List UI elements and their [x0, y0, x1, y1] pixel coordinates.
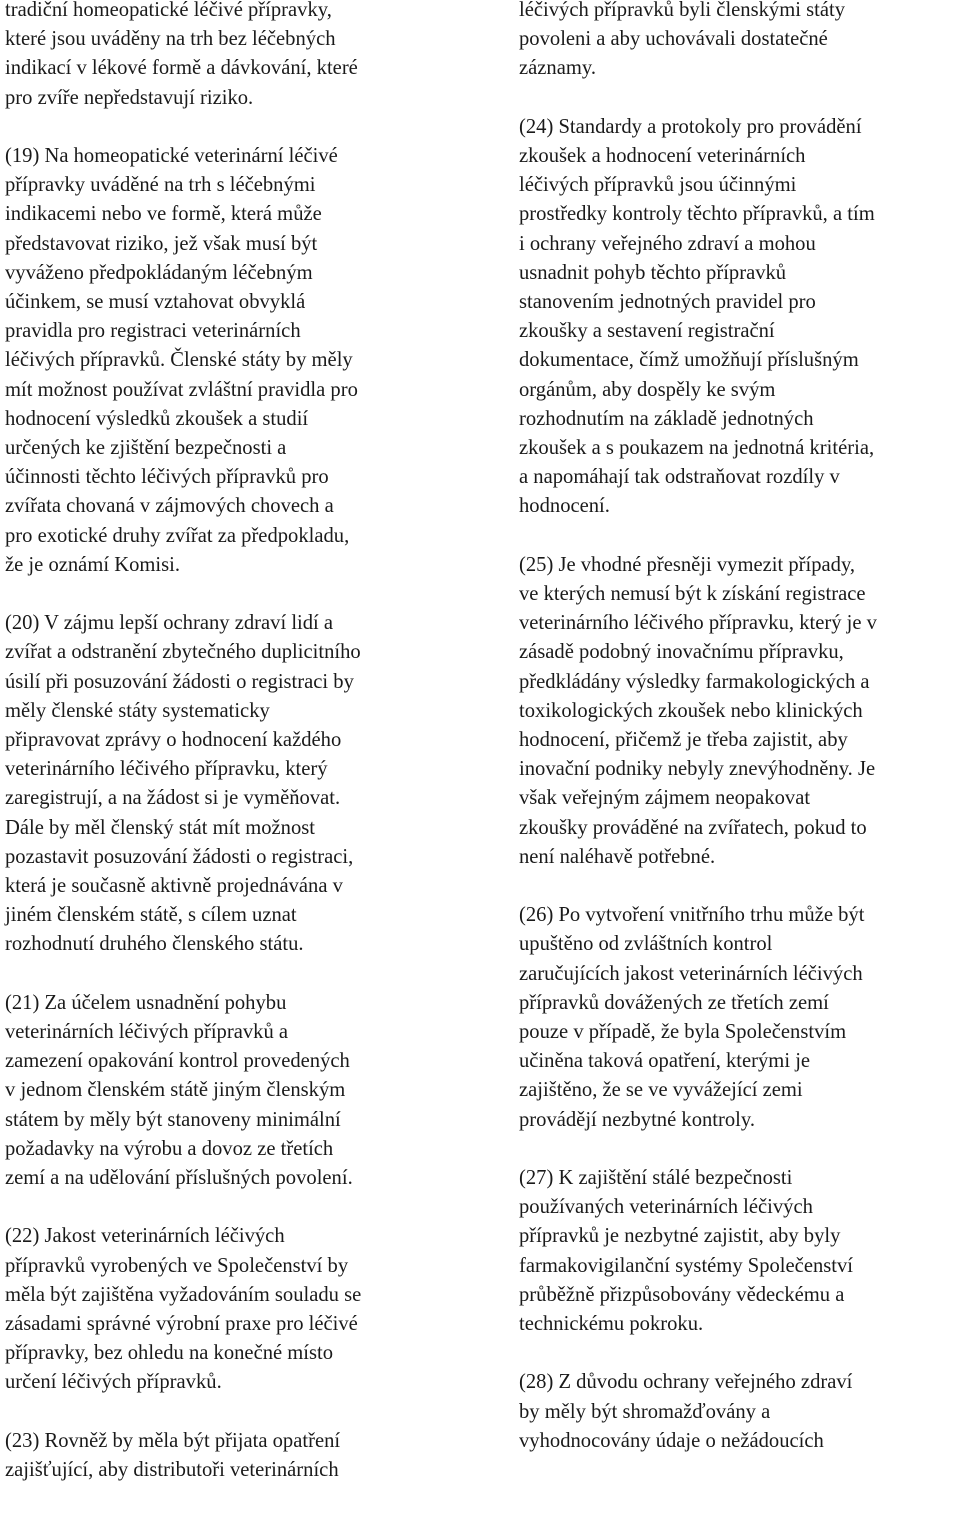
text-line: (22) Jakost veterinárních léčivých	[5, 1225, 285, 1248]
text-line: dokumentace, čímž umožňují příslušným	[519, 349, 859, 372]
text-line: vyhodnocovány údaje o nežádoucích	[519, 1429, 824, 1452]
text-line: předkládány výsledky farmakologických a	[519, 670, 870, 693]
paragraph	[519, 901, 959, 1135]
paragraph	[5, 142, 445, 580]
text-line: připravovat zprávy o hodnocení každého	[5, 729, 342, 752]
text-line: léčivých přípravků byli členskými státy	[519, 0, 845, 21]
text-line: léčivých přípravků jsou účinnými	[519, 174, 797, 197]
paragraph	[519, 113, 959, 522]
left-text-column	[5, 0, 445, 1514]
text-line: indikacemi nebo ve formě, která může	[5, 203, 322, 226]
text-line: účinkem, se musí vztahovat obvyklá	[5, 291, 306, 314]
text-line: (28) Z důvodu ochrany veřejného zdraví	[519, 1371, 853, 1394]
text-line: pro zvíře nepředstavují riziko.	[5, 86, 254, 109]
text-line: není naléhavě potřebné.	[519, 845, 716, 868]
text-line: úsilí při posuzování žádosti o registraci by	[5, 670, 354, 693]
text-line: přípravků je nezbytné zajistit, aby byly	[519, 1225, 841, 1248]
text-line: zvířata chovaná v zájmových chovech a	[5, 495, 334, 518]
text-line: provádějí nezbytné kontroly.	[519, 1108, 755, 1131]
text-line: tradiční homeopatické léčivé přípravky,	[5, 0, 332, 21]
text-line: pouze v případě, že byla Společenstvím	[519, 1021, 847, 1044]
text-line: zkoušky a sestavení registrační	[519, 320, 775, 343]
text-line: rozhodnutím na základě jednotných	[519, 407, 814, 430]
text-line: prostředky kontroly těchto přípravků, a tím	[519, 203, 875, 226]
text-line: přípravků dovážených ze třetích zemí	[519, 991, 829, 1014]
text-line: zaregistrují, a na žádost si je vyměňovat.	[5, 787, 341, 810]
text-line: však veřejným zájmem neopakovat	[519, 787, 811, 810]
text-line: a napomáhají tak odstraňovat rozdíly v	[519, 466, 840, 489]
paragraph	[5, 0, 445, 113]
text-line: učiněna taková opatření, kterými je	[519, 1050, 811, 1073]
text-line: (27) K zajištění stálé bezpečnosti	[519, 1167, 793, 1190]
text-line: stanovením jednotných pravidel pro	[519, 291, 816, 314]
text-line: i ochrany veřejného zdraví a mohou	[519, 232, 816, 255]
text-line: měly členské státy systematicky	[5, 699, 270, 722]
text-line: účinnosti těchto léčivých přípravků pro	[5, 466, 329, 489]
text-line: vyváženo předpokládaným léčebným	[5, 261, 313, 284]
text-line: přípravky, bez ohledu na konečné místo	[5, 1342, 334, 1365]
text-line: usnadnit pohyb těchto přípravků	[519, 261, 787, 284]
paragraph	[519, 1368, 959, 1456]
text-line: která je současně aktivně projednávána v	[5, 875, 343, 898]
text-line: hodnocení, přičemž je třeba zajistit, aby	[519, 729, 848, 752]
text-line: technickému pokroku.	[519, 1313, 704, 1336]
text-line: měla být zajištěna vyžadováním souladu se	[5, 1283, 362, 1306]
text-line: farmakovigilanční systémy Společenství	[519, 1254, 854, 1277]
text-line: léčivých přípravků. Členské státy by měly	[5, 349, 353, 372]
text-line: indikací v lékové formě a dávkování, které	[5, 57, 358, 80]
text-line: v jednom členském státě jiným členským	[5, 1079, 346, 1102]
text-line: zásadě podobný inovačnímu přípravku,	[519, 641, 844, 664]
text-line: pravidla pro registraci veterinárních	[5, 320, 301, 343]
text-line: Dále by měl členský stát mít možnost	[5, 816, 315, 839]
text-line: inovační podniky nebyly znevýhodněny. Je	[519, 758, 876, 781]
paragraph	[5, 609, 445, 959]
text-line: veterinárních léčivých přípravků a	[5, 1021, 289, 1044]
text-line: určení léčivých přípravků.	[5, 1371, 222, 1394]
text-line: zemí a na udělování příslušných povolení.	[5, 1167, 353, 1190]
text-line: pozastavit posuzování žádosti o registraci,	[5, 845, 354, 868]
text-line: veterinárního léčivého přípravku, který je v	[519, 612, 877, 635]
text-line: požadavky na výrobu a dovoz ze třetích	[5, 1137, 334, 1160]
text-line: (23) Rovněž by měla být přijata opatření	[5, 1429, 341, 1452]
text-line: zamezení opakování kontrol provedených	[5, 1050, 350, 1073]
text-line: (26) Po vytvoření vnitřního trhu může být	[519, 904, 865, 927]
paragraph	[519, 0, 959, 84]
text-line: (20) V zájmu lepší ochrany zdraví lidí a	[5, 612, 334, 635]
text-line: používaných veterinárních léčivých	[519, 1196, 813, 1219]
text-line: zaručujících jakost veterinárních léčivých	[519, 962, 863, 985]
text-line: zvířat a odstranění zbytečného duplicitního	[5, 641, 361, 664]
text-line: státem by měly být stanoveny minimální	[5, 1108, 341, 1131]
text-line: přípravků vyrobených ve Společenství by	[5, 1254, 349, 1277]
text-line: hodnocení.	[519, 495, 610, 518]
text-line: zajišťující, aby distributoři veterinárních	[5, 1459, 339, 1482]
text-line: mít možnost používat zvláštní pravidla pro	[5, 378, 358, 401]
text-line: ve kterých nemusí být k získání registrace	[519, 583, 866, 606]
text-line: představovat riziko, jež však musí být	[5, 232, 318, 255]
text-line: zkoušky prováděné na zvířatech, pokud to	[519, 816, 867, 839]
text-line: hodnocení výsledků zkoušek a studií	[5, 407, 309, 430]
paragraph	[5, 1427, 445, 1485]
text-line: že je oznámí Komisi.	[5, 553, 180, 576]
text-line: povoleni a aby uchovávali dostatečné	[519, 28, 828, 51]
text-line: pro exotické druhy zvířat za předpokladu,	[5, 524, 350, 547]
text-line: určených ke zjištění bezpečnosti a	[5, 437, 287, 460]
text-line: jiném členském státě, s cílem uznat	[5, 904, 297, 927]
text-line: (25) Je vhodné přesněji vymezit případy,	[519, 553, 856, 576]
text-line: by měly být shromažďovány a	[519, 1400, 771, 1423]
paragraph	[5, 1222, 445, 1397]
text-line: orgánům, aby dospěly ke svým	[519, 378, 776, 401]
text-line: průběžně přizpůsobovány vědeckému a	[519, 1283, 845, 1306]
paragraph	[519, 551, 959, 872]
paragraph	[519, 1164, 959, 1339]
text-line: (19) Na homeopatické veterinární léčivé	[5, 145, 338, 167]
text-line: toxikologických zkoušek nebo klinických	[519, 699, 863, 722]
text-line: zajištěno, že se ve vyvážející zemi	[519, 1079, 803, 1102]
text-line: veterinárního léčivého přípravku, který	[5, 758, 328, 781]
text-line: upuštěno od zvláštních kontrol	[519, 933, 773, 956]
text-line: rozhodnutí druhého členského státu.	[5, 933, 304, 956]
text-line: záznamy.	[519, 57, 596, 80]
text-line: přípravky uváděné na trh s léčebnými	[5, 174, 316, 197]
text-line: zkoušek a hodnocení veterinárních	[519, 145, 806, 167]
text-line: (21) Za účelem usnadnění pohybu	[5, 991, 287, 1014]
text-line: zásadami správné výrobní praxe pro léčivé	[5, 1313, 358, 1336]
text-line: (24) Standardy a protokoly pro provádění	[519, 115, 862, 138]
text-line: zkoušek a s poukazem na jednotná kritéria,	[519, 437, 875, 460]
text-line: které jsou uváděny na trh bez léčebných	[5, 28, 336, 51]
paragraph	[5, 989, 445, 1193]
right-text-column	[519, 0, 959, 1485]
